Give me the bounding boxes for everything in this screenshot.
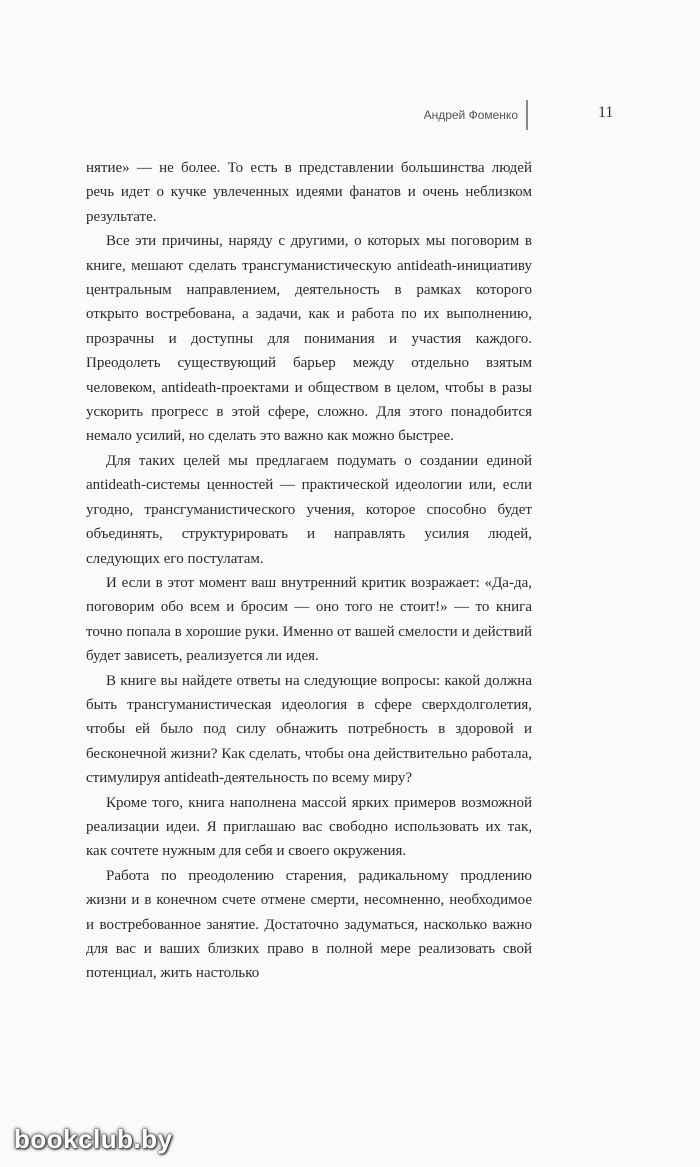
watermark: bookclub.by (14, 1124, 173, 1154)
paragraph: Для таких целей мы предлагаем подумать о создании единой antideath-системы ценностей — практической идеологии или, если угодно, трансгуманистического учения, которое способно будет объединять, структурировать и направлять усилия людей, следующих его постулатам. (86, 452, 532, 567)
paragraph: Кроме того, книга наполнена массой ярких примеров возможной реализации идеи. Я приглашаю вас свободно использовать их так, как сочтете нужным для себя и своего окружения. (86, 794, 532, 860)
running-head (0, 100, 700, 134)
page-number: 11 (598, 104, 614, 121)
paragraph: Работа по преодолению старения, радикальному продлению жизни и в конечном счете отмене смерти, несомненно, необходимое и востребованное занятие. Достаточно задуматься, насколько важно для вас и ваших близких право в полной мере реализовать свой потенциал, жить настолько (86, 867, 532, 982)
header-divider (526, 100, 528, 130)
body-text (86, 156, 532, 986)
paragraph: Все эти причины, наряду с другими, о которых мы поговорим в книге, мешают сделать трансгуманистическую antideath-инициативу центральным направлением, деятельность в рамках которого открыто востребована, а задачи, как и работа по их выполнению, прозрачны и доступны для понимания и участия каждого. Преодолеть существующий барьер между отдельно взятым человеком, antideath-проектами и обществом в целом, чтобы в разы ускорить прогресс в этой сфере, сложно. Для этого понадобится немало усилий, но сделать это важно как можно быстрее. (86, 233, 532, 445)
author-name: Андрей Фоменко (423, 108, 518, 122)
paragraph: В книге вы найдете ответы на следующие вопросы: какой должна быть трансгуманистическая идеология в сфере сверхдолголетия, чтобы ей было под силу обнажить потребность в здоровой и бесконечной жизни? Как сделать, чтобы она действительно работала, стимулируя antideath-деятельность по всему миру? (86, 672, 532, 787)
paragraph: И если в этот момент ваш внутренний критик возражает: «Да-да, поговорим обо всем и бросим — оно того не стоит!» — то книга точно попала в хорошие руки. Именно от вашей смелости и действий будет зависеть, реализуется ли идея. (86, 574, 532, 665)
paragraph: нятие» — не более. То есть в представлении большинства людей речь идет о кучке увлеченных идеями фанатов и очень неблизком результате. (86, 160, 532, 225)
